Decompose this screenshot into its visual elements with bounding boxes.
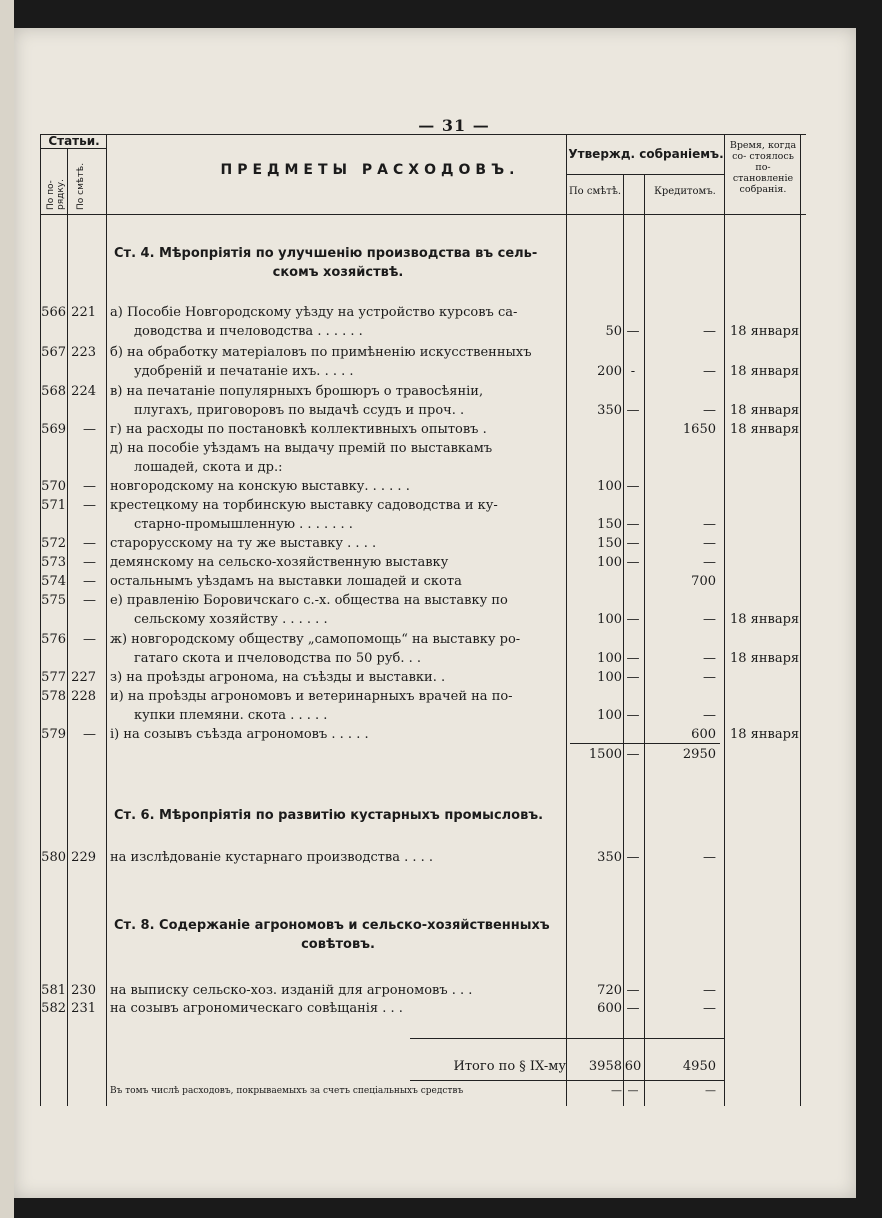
subtotal-rule — [570, 743, 720, 744]
row-description: гатаго скота и пчеловодства по 50 руб. . . — [134, 651, 421, 666]
kopecks: — — [626, 536, 640, 551]
credit-amount: 1650 — [682, 422, 716, 437]
table-row — [40, 440, 806, 458]
row-number: 577 — [41, 670, 66, 685]
row-description: крестецкому на торбинскую выставку садоводства и ку- — [110, 498, 498, 513]
total-kopecks: 60 — [624, 1059, 642, 1074]
credit-amount: — — [703, 670, 716, 685]
header-sub-rule — [566, 174, 724, 175]
row-number: 575 — [41, 593, 66, 608]
section-heading-cont: скомъ хозяйствѣ. — [272, 265, 404, 280]
kopecks: — — [626, 517, 640, 532]
credit-amount: — — [703, 651, 716, 666]
estimate-number: 228 — [71, 689, 96, 704]
row-number: 570 — [41, 479, 66, 494]
section-heading-st4 — [114, 244, 562, 282]
section-heading-text: Ст. 8. Содержаніе агрономовъ и сельско-хозяйственныхъ — [114, 918, 550, 933]
estimate-amount: 350 — [597, 403, 622, 418]
total-row — [40, 1058, 806, 1076]
estimate-number: — — [83, 536, 96, 551]
estimate-amount: 600 — [597, 1001, 622, 1016]
footnote-kopecks: — — [627, 1084, 639, 1097]
footnote-estimate: — — [611, 1084, 622, 1097]
estimate-amount: 1500 — [588, 747, 622, 762]
table-row — [40, 323, 806, 341]
credit-amount: — — [703, 850, 716, 865]
section-heading-cont: совѣтовъ. — [301, 937, 375, 952]
estimate-number: 227 — [71, 670, 96, 685]
row-number: 581 — [41, 983, 66, 998]
table-row — [40, 459, 806, 477]
header-po-smete: По смѣтѣ. — [76, 162, 86, 210]
row-number: 574 — [41, 574, 66, 589]
table-row — [40, 688, 806, 706]
kopecks: — — [626, 670, 640, 685]
row-description: на выписку сельско-хоз. изданій для агрономовъ . . . — [110, 983, 473, 998]
total-bottom-rule — [410, 1080, 724, 1081]
credit-amount: — — [703, 403, 716, 418]
kopecks: — — [626, 403, 640, 418]
estimate-number: — — [83, 727, 96, 742]
estimate-number: — — [83, 498, 96, 513]
row-description: в) на печатаніе популярныхъ брошюръ о травосѣяніи, — [110, 384, 484, 399]
section-heading-text: Ст. 4. Мѣропріятія по улучшенію производства въ сель- — [114, 246, 538, 261]
credit-amount: — — [703, 612, 716, 627]
row-description: старно-промышленную . . . . . . . — [134, 517, 353, 532]
credit-amount: — — [703, 517, 716, 532]
footnote-values — [40, 1082, 806, 1100]
estimate-amount: 350 — [597, 850, 622, 865]
header-utverzhd: Утвержд. собраніемъ. — [568, 147, 724, 161]
decision-date: 18 января — [730, 727, 800, 742]
row-description: остальнымъ уѣздамъ на выставки лошадей и скота — [110, 574, 462, 589]
table-row — [40, 611, 806, 629]
table-row — [40, 344, 806, 362]
book-spine — [0, 0, 14, 1218]
table-row — [40, 592, 806, 610]
header-bottom-rule — [40, 214, 806, 215]
credit-amount: — — [703, 983, 716, 998]
estimate-number: — — [83, 479, 96, 494]
decision-date: 18 января — [730, 612, 800, 627]
footnote-special-funds: Въ томъ числѣ расходовъ, покрываемыхъ за счетъ спеціальныхъ средствъ — [110, 1086, 464, 1096]
row-description: е) правленію Боровичскаго с.-х. общества на выставку по — [110, 593, 508, 608]
row-number: 580 — [41, 850, 66, 865]
section-heading-text: Ст. 6. Мѣропріятія по развитію кустарныхъ промысловъ. — [114, 808, 544, 823]
header-po-smete-2: По смѣтѣ. — [568, 186, 622, 197]
decision-date: 18 января — [730, 422, 800, 437]
section-heading-st6 — [114, 806, 562, 825]
decision-date: 18 января — [730, 651, 800, 666]
row-description: а) Пособіе Новгородскому уѣзду на устройство курсовъ са- — [110, 305, 518, 320]
footnote-credit: — — [705, 1084, 716, 1097]
table-row — [40, 421, 806, 439]
table-row — [40, 554, 806, 572]
kopecks: — — [626, 1001, 640, 1016]
row-number: 569 — [41, 422, 66, 437]
expense-table — [40, 134, 806, 1106]
kopecks: — — [626, 612, 640, 627]
subtotal-row — [40, 746, 806, 764]
estimate-number: — — [83, 593, 96, 608]
total-estimate: 3958 — [588, 1059, 622, 1074]
credit-amount: — — [703, 1001, 716, 1016]
estimate-amount: 720 — [597, 983, 622, 998]
row-number: 576 — [41, 632, 66, 647]
row-description: б) на обработку матеріаловъ по примѣненію искусственныхъ — [110, 345, 532, 360]
estimate-amount: 50 — [605, 324, 622, 339]
row-description: старорусскому на ту же выставку . . . . — [110, 536, 377, 551]
kopecks: — — [626, 983, 640, 998]
credit-amount: 700 — [691, 574, 716, 589]
estimate-number: 224 — [71, 384, 96, 399]
estimate-amount: 100 — [597, 612, 622, 627]
estimate-number: 223 — [71, 345, 96, 360]
table-row — [40, 726, 806, 744]
estimate-number: 221 — [71, 305, 96, 320]
row-description: лошадей, скота и др.: — [134, 460, 283, 475]
table-title: ПРЕДМЕТЫ РАСХОДОВЪ. — [220, 162, 520, 178]
table-row — [40, 383, 806, 401]
estimate-number: 231 — [71, 1001, 96, 1016]
row-description: на созывъ агрономическаго совѣщанія . . . — [110, 1001, 403, 1016]
table-row — [40, 535, 806, 553]
row-description: демянскому на сельско-хозяйственную выставку — [110, 555, 449, 570]
row-description: на изслѣдованіе кустарнаго производства . . . . — [110, 850, 434, 865]
table-row — [40, 573, 806, 591]
row-description: з) на проѣзды агронома, на съѣзды и выставки. . — [110, 670, 446, 685]
decision-date: 18 января — [730, 324, 800, 339]
header-po-poryadku: По по- рядку. — [46, 179, 66, 210]
row-number: 571 — [41, 498, 66, 513]
table-row — [40, 363, 806, 381]
total-credit: 4950 — [682, 1059, 716, 1074]
row-description: доводства и пчеловодства . . . . . . — [134, 324, 363, 339]
header-sub-rule — [40, 148, 106, 149]
kopecks: — — [626, 850, 640, 865]
credit-amount: — — [703, 708, 716, 723]
header-vremya: Время, когда со- стоялось по- становленіе собранія. — [729, 140, 797, 195]
table-row — [40, 849, 806, 867]
kopecks: — — [626, 708, 640, 723]
table-row — [40, 650, 806, 668]
kopecks: — — [626, 651, 640, 666]
table-row — [40, 304, 806, 322]
row-description: д) на пособіе уѣздамъ на выдачу премій по выставкамъ — [110, 441, 493, 456]
kopecks: - — [630, 364, 636, 379]
estimate-amount: 100 — [597, 670, 622, 685]
estimate-number: 230 — [71, 983, 96, 998]
kopecks: — — [626, 555, 640, 570]
row-number: 566 — [41, 305, 66, 320]
total-top-rule — [410, 1038, 724, 1039]
total-label: Итого по § IX-му — [453, 1059, 566, 1074]
decision-date: 18 января — [730, 403, 800, 418]
estimate-amount: 150 — [597, 536, 622, 551]
estimate-number: — — [83, 574, 96, 589]
estimate-number: — — [83, 422, 96, 437]
credit-amount: — — [703, 324, 716, 339]
credit-amount: 2950 — [682, 747, 716, 762]
table-row — [40, 478, 806, 496]
table-row — [40, 516, 806, 534]
estimate-number: — — [83, 555, 96, 570]
estimate-number: — — [83, 632, 96, 647]
estimate-amount: 100 — [597, 651, 622, 666]
table-row — [40, 669, 806, 687]
table-row — [40, 631, 806, 649]
row-number: 582 — [41, 1001, 66, 1016]
row-number: 572 — [41, 536, 66, 551]
row-description: купки племяни. скота . . . . . — [134, 708, 328, 723]
row-description: и) на проѣзды агрономовъ и ветеринарныхъ врачей на по- — [110, 689, 513, 704]
row-number: 573 — [41, 555, 66, 570]
page-number: — 31 — — [418, 116, 490, 135]
credit-amount: — — [703, 364, 716, 379]
header-kreditom: Кредитомъ. — [654, 186, 716, 197]
row-description: г) на расходы по постановкѣ коллективныхъ опытовъ . — [110, 422, 487, 437]
row-description: сельскому хозяйству . . . . . . — [134, 612, 328, 627]
credit-amount: 600 — [691, 727, 716, 742]
row-description: удобреній и печатаніе ихъ. . . . . — [134, 364, 354, 379]
row-description: новгородскому на конскую выставку. . . . . . — [110, 479, 410, 494]
estimate-amount: 100 — [597, 479, 622, 494]
table-row — [40, 1000, 806, 1018]
row-description: і) на созывъ съѣзда агрономовъ . . . . . — [110, 727, 369, 742]
row-number: 579 — [41, 727, 66, 742]
kopecks: — — [626, 479, 640, 494]
section-heading-st8 — [114, 916, 562, 954]
table-row — [40, 707, 806, 725]
estimate-amount: 150 — [597, 517, 622, 532]
estimate-amount: 100 — [597, 708, 622, 723]
row-number: 578 — [41, 689, 66, 704]
decision-date: 18 января — [730, 364, 800, 379]
header-stati: Статьи. — [48, 134, 100, 148]
estimate-number: 229 — [71, 850, 96, 865]
table-row — [40, 982, 806, 1000]
credit-amount: — — [703, 555, 716, 570]
estimate-amount: 100 — [597, 555, 622, 570]
row-description: плугахъ, приговоровъ по выдачѣ ссудъ и проч. . — [134, 403, 465, 418]
row-number: 567 — [41, 345, 66, 360]
kopecks: — — [626, 324, 640, 339]
estimate-amount: 200 — [597, 364, 622, 379]
kopecks: — — [626, 747, 640, 762]
row-description: ж) новгородскому обществу „самопомощь“ на выставку ро- — [110, 632, 521, 647]
table-row — [40, 402, 806, 420]
row-number: 568 — [41, 384, 66, 399]
table-row — [40, 497, 806, 515]
credit-amount: — — [703, 536, 716, 551]
table-top-rule — [40, 134, 806, 135]
